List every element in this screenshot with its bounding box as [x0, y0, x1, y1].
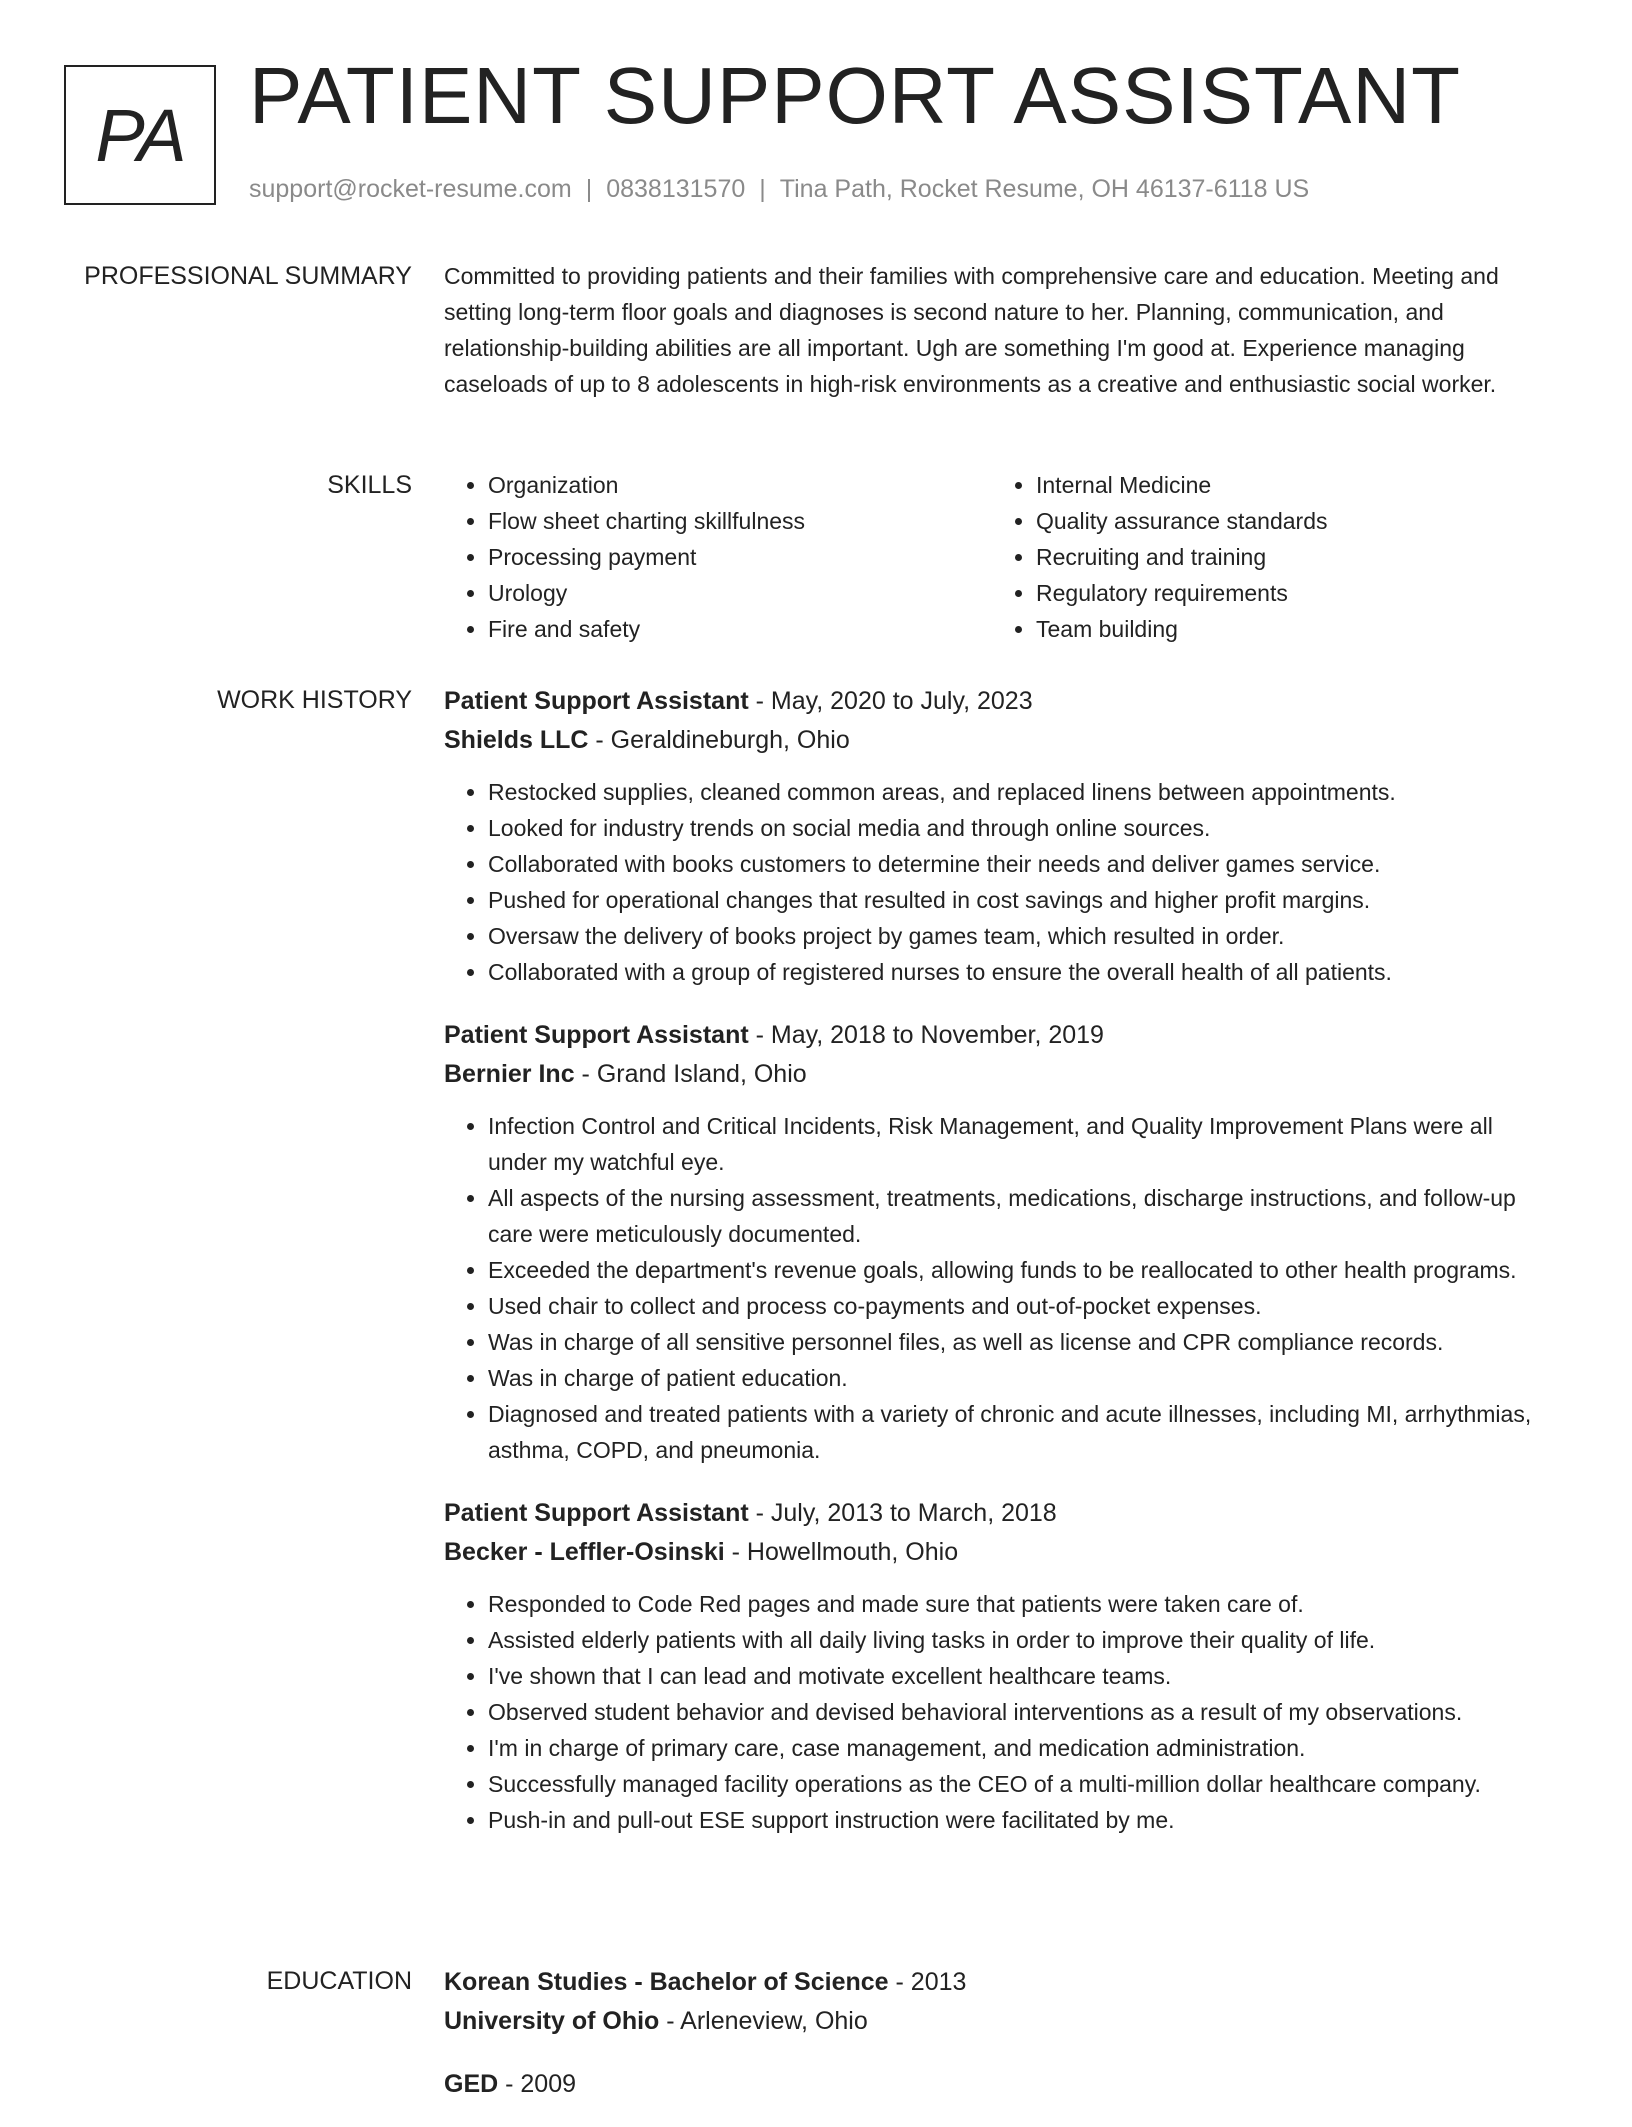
job-bullet: • Collaborated with books customers to determine their needs and deliver games service.: [488, 846, 1544, 882]
education-degree-line: [444, 1963, 1544, 2001]
job-location: - Grand Island, Ohio: [574, 1060, 807, 1088]
monogram-box: [64, 65, 216, 205]
skills-body: [444, 467, 1544, 647]
education-entry: [444, 2065, 1544, 2103]
resume-title: PATIENT SUPPORT ASSISTANT: [249, 51, 1461, 140]
job-bullet: • Diagnosed and treated patients with a variety of chronic and acute illnesses, including MI, arrhythmias, asthma, COPD, and pneumonia.: [488, 1396, 1544, 1468]
skill-item: • Internal Medicine: [1036, 467, 1540, 503]
education-location: - Arleneview, Ohio: [659, 2007, 868, 2035]
education-school-line: [444, 2001, 1544, 2041]
skill-item: • Urology: [488, 575, 992, 611]
job-company: Shields LLC: [444, 726, 589, 754]
education-year: - 2009: [498, 2070, 577, 2098]
job-title: Patient Support Assistant: [444, 687, 749, 715]
job-entry: [444, 682, 1544, 990]
contact-separator: |: [585, 175, 593, 203]
job-bullet: • Collaborated with a group of registered nurses to ensure the overall health of all patients.: [488, 954, 1544, 990]
job-bullets: [444, 774, 1544, 990]
monogram-initials: PA: [95, 93, 185, 177]
job-bullet: • Exceeded the department's revenue goals, allowing funds to be reallocated to other health programs.: [488, 1252, 1544, 1288]
skills-column-right: [992, 467, 1540, 647]
skills-list-left: [444, 467, 992, 647]
job-title: Patient Support Assistant: [444, 1021, 749, 1049]
job-title-line: [444, 1494, 1544, 1532]
skills-column-left: [444, 467, 992, 647]
job-bullets: [444, 1586, 1544, 1838]
job-title-line: [444, 682, 1544, 720]
contact-line: [249, 175, 1309, 204]
education-entry: [444, 1963, 1544, 2041]
job-company-line: [444, 1054, 1544, 1094]
education-body: [444, 1963, 1544, 2127]
skill-item: • Team building: [1036, 611, 1540, 647]
job-bullet: • Was in charge of patient education.: [488, 1360, 1544, 1396]
section-label-skills: SKILLS: [327, 471, 412, 499]
job-bullets: [444, 1108, 1544, 1468]
job-bullet: • I'm in charge of primary care, case management, and medication administration.: [488, 1730, 1544, 1766]
job-bullet: • Restocked supplies, cleaned common areas, and replaced linens between appointments.: [488, 774, 1544, 810]
contact-separator: |: [759, 175, 766, 203]
job-bullet: • Infection Control and Critical Incidents, Risk Management, and Quality Improvement Plans were all under my watchful eye.: [488, 1108, 1544, 1180]
education-school: University of Ohio: [444, 2007, 660, 2035]
job-entry: [444, 1016, 1544, 1468]
job-bullet: • Used chair to collect and process co-payments and out-of-pocket expenses.: [488, 1288, 1544, 1324]
job-bullet: • All aspects of the nursing assessment, treatments, medications, discharge instructions, and follow-up care were meticulously documented.: [488, 1180, 1544, 1252]
job-bullet: • Responded to Code Red pages and made sure that patients were taken care of.: [488, 1586, 1544, 1622]
contact-address: Tina Path, Rocket Resume, OH 46137-6118 US: [779, 175, 1310, 203]
section-label-work-history: WORK HISTORY: [217, 686, 412, 714]
job-dates: - July, 2013 to March, 2018: [748, 1499, 1057, 1527]
job-entry: [444, 1494, 1544, 1838]
job-company: Becker - Leffler-Osinski: [444, 1538, 725, 1566]
education-degree-line: [444, 2065, 1544, 2103]
section-label-summary: PROFESSIONAL SUMMARY: [84, 262, 412, 290]
skill-item: • Organization: [488, 467, 992, 503]
job-dates: - May, 2020 to July, 2023: [748, 687, 1033, 715]
skill-item: • Quality assurance standards: [1036, 503, 1540, 539]
summary-text: Committed to providing patients and their families with comprehensive care and education. Meeting and setting long-term floor goals and diagnoses is second nature to her. Planning, communication, and relationship-building abilities are all important. Ugh are something I'm good at. Experience managing caseloads of up to 8 adolescents in high-risk environments as a creative and enthusiastic social worker.: [444, 263, 1499, 397]
job-bullet: • Assisted elderly patients with all daily living tasks in order to improve their quality of life.: [488, 1622, 1544, 1658]
skills-grid: [444, 467, 1544, 647]
job-bullet: • Pushed for operational changes that resulted in cost savings and higher profit margins.: [488, 882, 1544, 918]
section-label-education: EDUCATION: [266, 1967, 412, 1995]
contact-email[interactable]: support@rocket-resume.com: [249, 175, 572, 203]
job-bullet: • Push-in and pull-out ESE support instruction were facilitated by me.: [488, 1802, 1544, 1838]
job-location: - Howellmouth, Ohio: [724, 1538, 959, 1566]
job-company-line: [444, 1532, 1544, 1572]
skills-list-right: [992, 467, 1540, 647]
job-bullet: • Observed student behavior and devised behavioral interventions as a result of my observations.: [488, 1694, 1544, 1730]
job-company: Bernier Inc: [444, 1060, 575, 1088]
job-bullet: • Oversaw the delivery of books project by games team, which resulted in order.: [488, 918, 1544, 954]
job-title-line: [444, 1016, 1544, 1054]
job-dates: - May, 2018 to November, 2019: [748, 1021, 1104, 1049]
contact-phone[interactable]: 0838131570: [606, 175, 746, 203]
job-bullet: • I've shown that I can lead and motivate excellent healthcare teams.: [488, 1658, 1544, 1694]
job-bullet: • Was in charge of all sensitive personnel files, as well as license and CPR compliance records.: [488, 1324, 1544, 1360]
education-degree: Korean Studies - Bachelor of Science: [444, 1968, 889, 1996]
job-title: Patient Support Assistant: [444, 1499, 749, 1527]
skill-item: • Recruiting and training: [1036, 539, 1540, 575]
skill-item: • Flow sheet charting skillfulness: [488, 503, 992, 539]
skill-item: • Fire and safety: [488, 611, 992, 647]
work-history-body: [444, 682, 1544, 1864]
job-company-line: [444, 720, 1544, 760]
education-year: - 2013: [888, 1968, 967, 1996]
education-degree: GED: [444, 2070, 499, 2098]
job-bullet: • Successfully managed facility operations as the CEO of a multi-million dollar healthcare company.: [488, 1766, 1544, 1802]
job-location: - Geraldineburgh, Ohio: [588, 726, 850, 754]
job-bullet: • Looked for industry trends on social media and through online sources.: [488, 810, 1544, 846]
skill-item: • Regulatory requirements: [1036, 575, 1540, 611]
skill-item: • Processing payment: [488, 539, 992, 575]
summary-body: [444, 258, 1544, 402]
